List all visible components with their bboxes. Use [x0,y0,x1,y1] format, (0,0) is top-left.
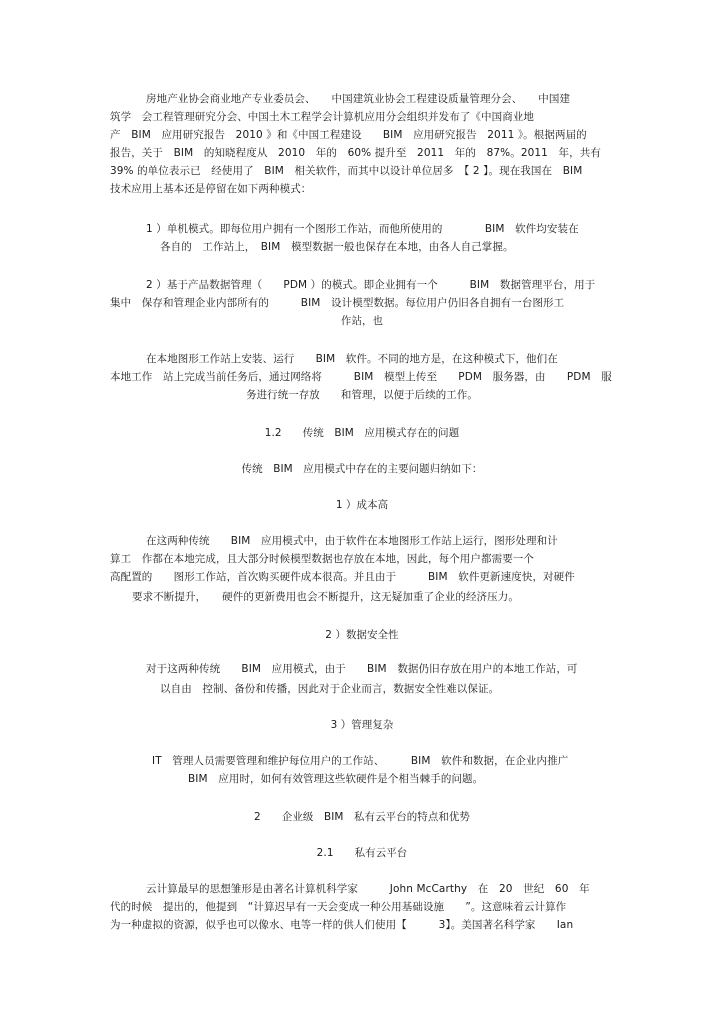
problem2-line: 以自由 控制、备份和传播，因此对于企业而言，数据安全性难以保证。 [160,683,500,695]
problem-title: 3 ）管理复杂 [330,719,394,731]
intro-line: 产 BIM 应用研究报告 2010 》和《中国工程建设 BIM 应用研究报告 2011 》。根据两届的 [110,129,587,141]
problem3-line: BIM 应用时，如何有效管理这些软硬件是个相当棘手的问题。 [188,773,484,785]
problem1-line: 高配置的 图形工作站，首次购买硬件成本很高。并且由于 BIM 软件更新速度快，对硬件 [110,571,575,583]
mode2-cont-line: 本地工作 站上完成当前任务后，通过网络将 BIM 模型上传至 PDM 服务器，由 PDM 服 [110,371,612,383]
intro-line: 39% 的单位表示已 经使用了 BIM 相关软件，而其中以设计单位居多 【 2 】。现在我国在 BIM [110,165,583,177]
cloud-line: 云计算最早的思想雏形是由著名计算机科学家 John McCarthy 在 20 世纪 60 年 [146,883,590,895]
mode1-line: 1 ）单机模式。即每位用户拥有一个图形工作站，而他所使用的 BIM 软件均安装在 [146,223,579,235]
problem-title: 1 ）成本高 [335,499,389,511]
cloud-line: 为一种虚拟的资源，似乎也可以像水、电等一样的供人们使用【 3】。美国著名科学家 Ian [110,919,574,931]
mode2-line: 2 ）基于产品数据管理（ PDM ）的模式。即企业拥有一个 BIM 数据管理平台，用于 [146,279,596,291]
section-heading: 1.2 传统 BIM 应用模式存在的问题 [264,427,460,439]
section-heading: 2 企业级 BIM 私有云平台的特点和优势 [254,811,470,823]
problem2-line: 对于这两种传统 BIM 应用模式，由于 BIM 数据仍旧存放在用户的本地工作站，可 [146,663,578,675]
problem-title: 2 ）数据安全性 [325,629,399,641]
problem1-line: 要求不断提升， 硬件的更新费用也会不断提升，这无疑加重了企业的经济压力。 [132,591,519,603]
mode2-cont-line: 务进行统一存放 和管理，以便于后续的工作。 [246,389,478,401]
cloud-line: 代的时候 提出的，他提到 “计算迟早有一天会变成一种公用基础设施 ”。这意味着云计算作 [110,901,567,913]
mode2-line: 集中 保存和管理企业内部所有的 BIM 设计模型数据。每位用户仍旧各自拥有一台图形工 [110,297,565,309]
problems-intro: 传统 BIM 应用模式中存在的主要问题归纳如下： [241,463,483,475]
intro-line: 技术应用上基本还是停留在如下两种模式： [110,183,312,195]
problem1-line: 算工 作都在本地完成，且大部分时候模型数据也存放在本地，因此，每个用户都需要一个 [110,553,534,565]
problem1-line: 在这两种传统 BIM 应用模式中，由于软件在本地图形工作站上运行，图形处理和计 [146,535,558,547]
problem3-line: IT 管理人员需要管理和维护每位用户的工作站、 BIM 软件和数据，在企业内推广 [152,755,569,767]
mode1-line: 各自的 工作站上， BIM 模型数据一般也保存在本地，由各人自己掌握。 [160,241,514,253]
intro-line: 筑学 会工程管理研究分会、中国土木工程学会计算机应用分会组织并发布了《中国商业地 [110,111,534,123]
intro-line: 房地产业协会商业地产专业委员会、 中国建筑业协会工程建设质量管理分会、 中国建 [146,93,571,105]
mode2-cont-line: 在本地图形工作站上安装、运行 BIM 软件。不同的地方是，在这种模式下，他们在 [146,353,558,365]
mode2-line: 作站，也 [340,315,384,327]
intro-line: 报告，关于 BIM 的知晓程度从 2010 年的 60% 提升至 2011 年的 87%。2011 年，共有 [110,147,601,159]
section-heading: 2.1 私有云平台 [316,847,408,859]
